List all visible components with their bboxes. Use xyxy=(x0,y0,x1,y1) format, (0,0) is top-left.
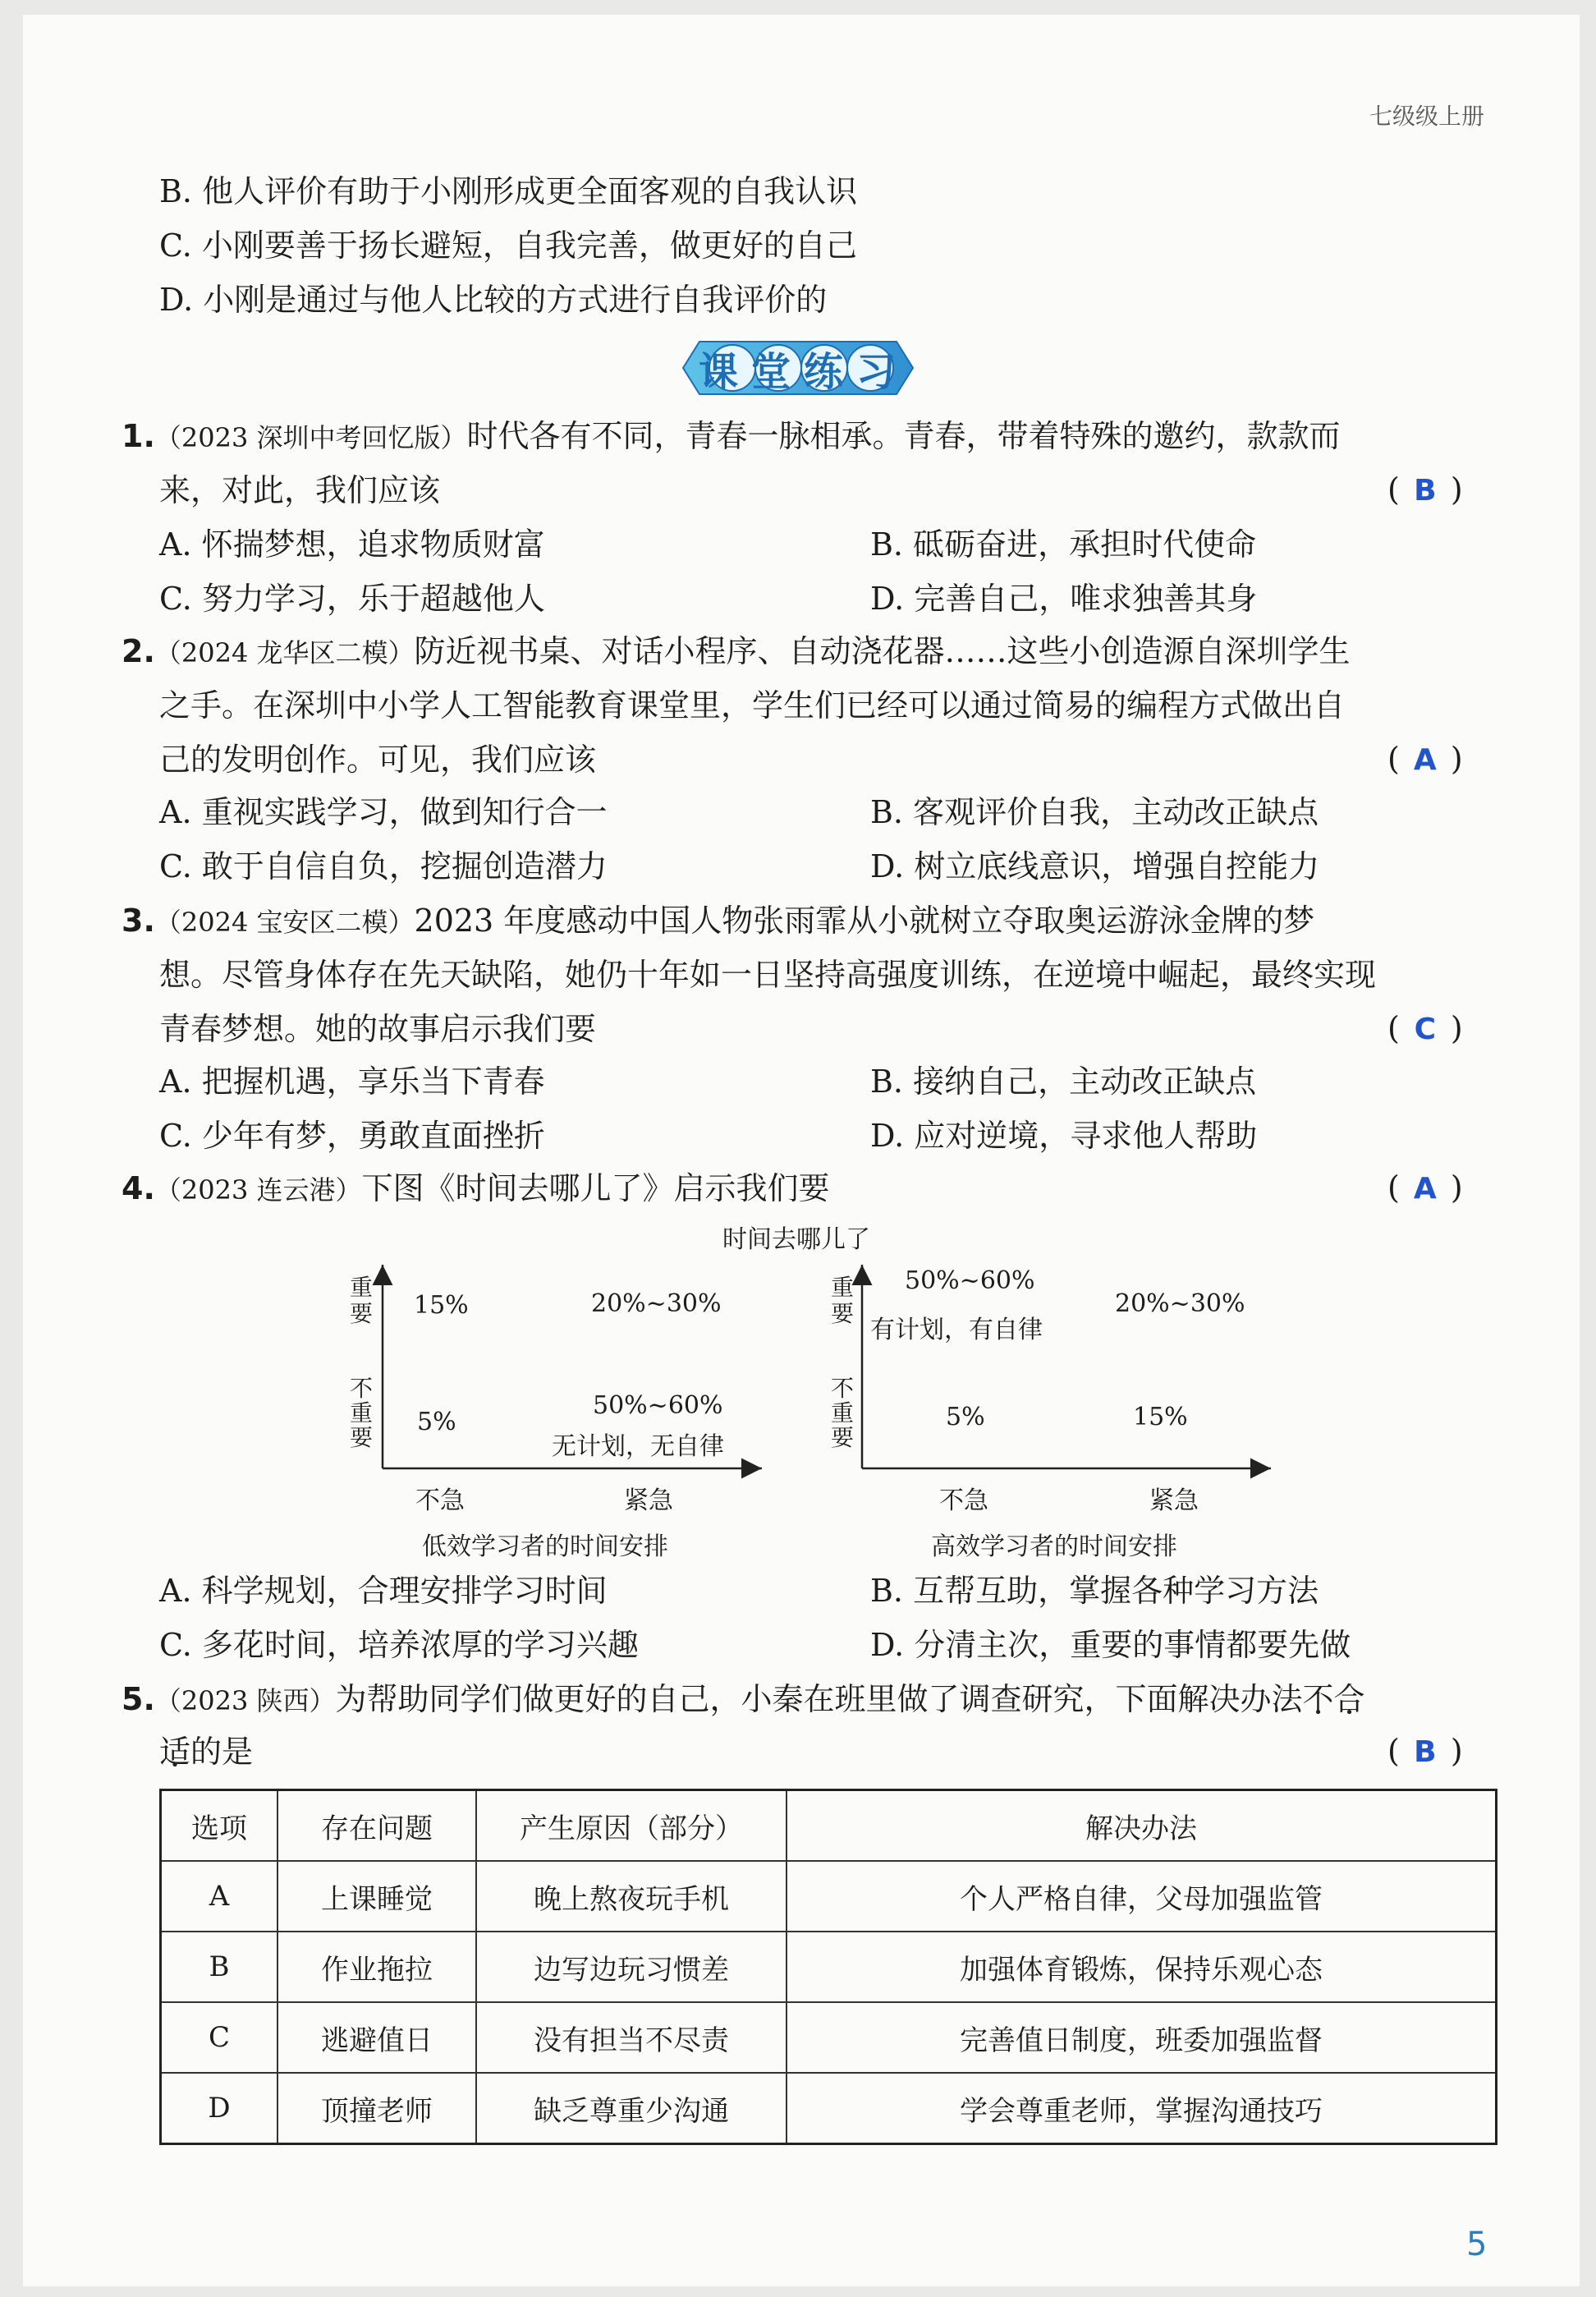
q4-text1: 下图《时间去哪儿了》启示我们要 xyxy=(361,1170,830,1206)
right-q-top-right: 20%~30% xyxy=(1115,1289,1245,1318)
q1-text1: 时代各有不同，青春一脉相承。青春，带着特殊的邀约，款款而 xyxy=(466,418,1341,454)
left-y-top-label: 重要 xyxy=(350,1274,374,1327)
q3-number: 3. xyxy=(122,903,155,939)
q3-line3: 青春梦想。她的故事启示我们要 xyxy=(159,1011,597,1047)
q5-emph-bu: 不 xyxy=(1302,1681,1334,1717)
right-q-top-left-note: 有计划，有自律 xyxy=(870,1316,1043,1344)
right-q-top-left: 50%~60% xyxy=(905,1266,1035,1295)
q3-option-d: D. 应对逆境，寻求他人帮助 xyxy=(870,1118,1258,1154)
q5-number: 5. xyxy=(122,1681,155,1717)
q3-line1 xyxy=(122,900,1314,943)
q4-option-a: A. 科学规划，合理安排学习时间 xyxy=(159,1573,608,1609)
table-header: 解决办法 xyxy=(787,1790,1497,1862)
q2-answer-bracket: ( A ) xyxy=(1387,741,1463,777)
table-cell: 顶撞老师 xyxy=(277,2073,476,2144)
q1-source: （2023 深圳中考回忆版） xyxy=(154,422,467,453)
q5-emph-shi: 适 xyxy=(159,1734,191,1770)
left-q-bottom-right-note: 无计划，无自律 xyxy=(552,1432,724,1461)
table-cell: B xyxy=(161,1932,278,2002)
right-x-left-label: 不急 xyxy=(939,1486,988,1515)
left-caption: 低效学习者的时间安排 xyxy=(422,1532,668,1561)
q4-line1 xyxy=(122,1168,830,1211)
q5-text1: 为帮助同学们做更好的自己，小秦在班里做了调查研究，下面解决办法 xyxy=(335,1681,1303,1717)
q5-source: （2023 陕西） xyxy=(154,1685,336,1716)
table-cell: 边写边玩习惯差 xyxy=(476,1932,787,2002)
table-cell: 缺乏尊重少沟通 xyxy=(476,2073,787,2144)
right-x-right-label: 紧急 xyxy=(1149,1486,1199,1515)
q4-option-b: B. 互帮互助，掌握各种学习方法 xyxy=(870,1573,1319,1609)
left-q-bottom-left: 5% xyxy=(417,1408,456,1436)
right-caption: 高效学习者的时间安排 xyxy=(931,1532,1177,1561)
q2-line1 xyxy=(122,631,1351,673)
q1-number: 1. xyxy=(122,418,155,454)
left-q-top-left: 15% xyxy=(414,1291,469,1320)
table-cell: C xyxy=(161,2002,278,2073)
q5-emph-he: 合 xyxy=(1333,1681,1365,1717)
q1-option-c: C. 努力学习，乐于超越他人 xyxy=(159,581,545,617)
q3-answer-bracket: ( C ) xyxy=(1387,1010,1463,1046)
left-x-right-label: 紧急 xyxy=(624,1486,673,1515)
table-cell: 作业拖拉 xyxy=(277,1932,476,2002)
q1-option-b: B. 砥砺奋进，承担时代使命 xyxy=(870,526,1257,563)
q4-answer-bracket: ( A ) xyxy=(1387,1169,1463,1206)
table-cell: 没有担当不尽责 xyxy=(476,2002,787,2073)
q2-option-d: D. 树立底线意识，增强自控能力 xyxy=(870,848,1320,884)
table-cell: 个人严格自律，父母加强监管 xyxy=(787,1861,1497,1932)
q1-line1 xyxy=(122,416,1341,458)
table-row xyxy=(161,1932,1497,2002)
q5-line2 xyxy=(159,1731,253,1772)
right-q-bottom-right: 15% xyxy=(1133,1403,1188,1431)
table-cell: 上课睡觉 xyxy=(277,1861,476,1932)
q5-answer-bracket: ( B ) xyxy=(1387,1733,1463,1769)
table-header: 产生原因（部分） xyxy=(476,1790,787,1862)
q2-answer: A xyxy=(1413,743,1437,777)
section-banner xyxy=(675,335,921,401)
table-cell: 逃避值日 xyxy=(277,2002,476,2073)
q1-option-d: D. 完善自己，唯求独善其身 xyxy=(870,581,1258,617)
right-y-top-label: 重要 xyxy=(831,1274,855,1327)
table-cell: 加强体育锻炼，保持乐观心态 xyxy=(787,1932,1497,2002)
table-header: 存在问题 xyxy=(277,1790,476,1862)
q2-option-b: B. 客观评价自我，主动改正缺点 xyxy=(870,794,1319,830)
q5-line1 xyxy=(122,1679,1365,1721)
q4-option-c: C. 多花时间，培养浓厚的学习兴趣 xyxy=(159,1627,639,1663)
prev-option-d: D. 小刚是通过与他人比较的方式进行自我评价的 xyxy=(159,282,828,318)
q3-line2: 想。尽管身体存在先天缺陷，她仍十年如一日坚持高强度训练，在逆境中崛起，最终实现 xyxy=(159,957,1377,993)
table-cell: 晚上熬夜玩手机 xyxy=(476,1861,787,1932)
left-q-top-right: 20%~30% xyxy=(591,1289,722,1318)
q1-answer-bracket: ( B ) xyxy=(1387,471,1463,508)
table-cell: A xyxy=(161,1861,278,1932)
q2-text1: 防近视书桌、对话小程序、自动浇花器……这些小创造源自深圳学生 xyxy=(414,633,1351,669)
q5-answer: B xyxy=(1414,1735,1437,1769)
q2-number: 2. xyxy=(122,633,155,669)
prev-option-c: C. 小刚要善于扬长避短，自我完善，做更好的自己 xyxy=(159,227,857,264)
q1-answer: B xyxy=(1414,474,1437,508)
prev-option-b: B. 他人评价有助于小刚形成更全面客观的自我认识 xyxy=(159,173,858,209)
q4-number: 4. xyxy=(122,1170,155,1206)
book-label: 七级级上册 xyxy=(1369,103,1485,130)
q3-option-a: A. 把握机遇，享乐当下青春 xyxy=(159,1064,545,1100)
q4-source: （2023 连云港） xyxy=(154,1174,362,1206)
q2-option-a: A. 重视实践学习，做到知行合一 xyxy=(159,794,608,830)
table-row xyxy=(161,2073,1497,2144)
q2-source: （2024 龙华区二模） xyxy=(154,637,415,668)
left-q-bottom-right: 50%~60% xyxy=(593,1391,723,1420)
q3-text1: 2023 年度感动中国人物张雨霏从小就树立夺取奥运游泳金牌的梦 xyxy=(414,903,1315,939)
right-y-bottom-label: 不重要 xyxy=(831,1375,855,1451)
q3-answer: C xyxy=(1414,1013,1437,1046)
q5-table xyxy=(159,1789,1497,2145)
page-number: 5 xyxy=(1466,2226,1488,2263)
q1-option-a: A. 怀揣梦想，追求物质财富 xyxy=(159,526,545,563)
right-q-bottom-left: 5% xyxy=(946,1403,985,1431)
left-x-left-label: 不急 xyxy=(415,1486,465,1515)
q3-option-b: B. 接纳自己，主动改正缺点 xyxy=(870,1064,1257,1100)
q4-answer: A xyxy=(1413,1172,1437,1206)
table-header: 选项 xyxy=(161,1790,278,1862)
q2-option-c: C. 敢于自信自负，挖掘创造潜力 xyxy=(159,848,608,884)
q1-line2: 来，对此，我们应该 xyxy=(159,472,441,508)
q2-line3: 己的发明创作。可见，我们应该 xyxy=(159,742,597,778)
section-title: 课堂练习 xyxy=(698,348,909,395)
q3-option-c: C. 少年有梦，勇敢直面挫折 xyxy=(159,1118,545,1154)
q4-option-d: D. 分清主次，重要的事情都要先做 xyxy=(870,1627,1351,1663)
table-row xyxy=(161,2002,1497,2073)
table-cell: 学会尊重老师，掌握沟通技巧 xyxy=(787,2073,1497,2144)
table-row xyxy=(161,1861,1497,1932)
q3-source: （2024 宝安区二模） xyxy=(154,907,415,938)
q2-line2: 之手。在深圳中小学人工智能教育课堂里，学生们已经可以通过简易的编程方式做出自 xyxy=(159,687,1346,724)
table-header-row xyxy=(161,1790,1497,1862)
diagram-title: 时间去哪儿了 xyxy=(722,1225,870,1254)
left-y-bottom-label: 不重要 xyxy=(350,1375,374,1451)
table-cell: 完善值日制度，班委加强监督 xyxy=(787,2002,1497,2073)
q5-text2: 的是 xyxy=(190,1734,254,1770)
table-cell: D xyxy=(161,2073,278,2144)
